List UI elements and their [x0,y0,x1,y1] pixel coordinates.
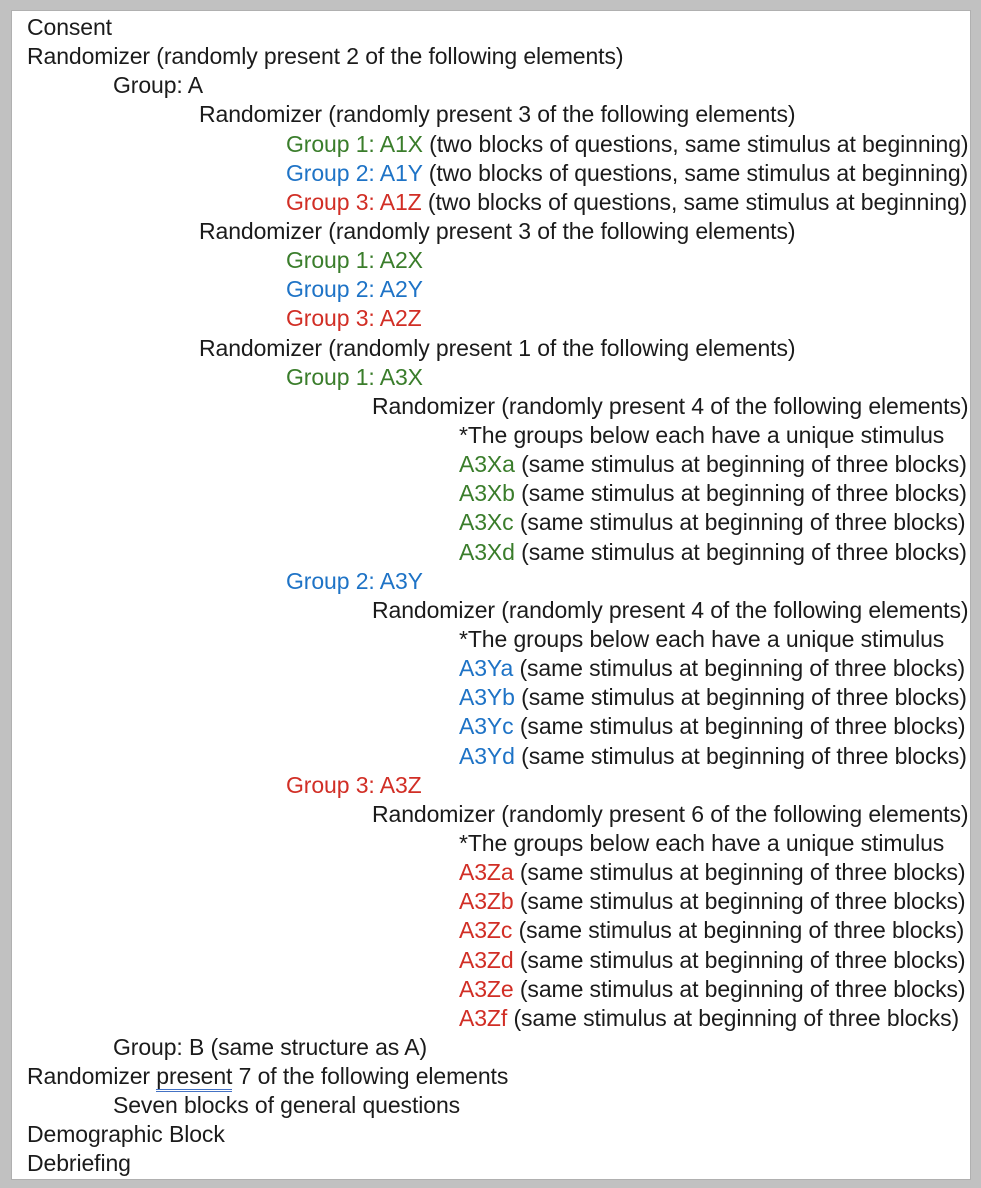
text-segment: Demographic Block [27,1121,225,1148]
outline-line [12,159,970,188]
outline-line [12,975,970,1004]
text-segment: A3Zb [459,888,514,915]
survey-flow-outline [12,13,970,1179]
text-segment: Group 1: A1X [286,130,423,157]
outline-line [12,479,970,508]
text-segment: (same stimulus at beginning of three blocks) [513,713,966,740]
outline-line [12,916,970,945]
text-segment: (same stimulus at beginning of three blocks) [512,917,965,944]
text-segment: (same stimulus at beginning of three blocks) [513,655,966,682]
text-segment: Group 1: A3X [286,363,423,390]
outline-line [12,13,970,42]
outline-line [12,450,970,479]
text-segment: (same stimulus at beginning of three blocks) [514,480,967,507]
text-segment: A3Yc [459,713,514,740]
text-segment: (two blocks of questions, same stimulus at beginning) [421,188,968,215]
outline-line [12,392,970,421]
text-segment: *The groups below each have a unique stimulus [459,421,945,448]
outline-line [12,130,970,159]
outline-line [12,42,970,71]
text-segment: (same stimulus at beginning of three blocks) [513,859,966,886]
text-segment: Group: A [113,72,203,99]
outline-line [12,771,970,800]
text-segment: A3Yb [459,684,515,711]
text-segment: Group 2: A3Y [286,567,423,594]
text-segment: (same stimulus at beginning of three blocks) [513,509,966,536]
outline-line [12,800,970,829]
text-segment: Randomizer (randomly present 1 of the following elements) [199,334,796,361]
text-segment: A3Zf [459,1004,508,1031]
text-segment: 7 of the following elements [232,1063,509,1090]
text-segment: Randomizer (randomly present 2 of the following elements) [27,43,624,70]
text-segment: (same stimulus at beginning of three blocks) [514,451,967,478]
outline-line [12,100,970,129]
text-segment: (same stimulus at beginning of three blocks) [514,538,967,565]
text-segment: A3Xb [459,480,515,507]
outline-line [12,887,970,916]
text-segment: (same stimulus at beginning of three blocks) [514,742,967,769]
text-segment: *The groups below each have a unique stimulus [459,625,945,652]
text-segment: (same stimulus at beginning of three blocks) [513,975,966,1002]
outline-line [12,508,970,537]
text-segment: (two blocks of questions, same stimulus at beginning) [422,159,969,186]
outline-line [12,683,970,712]
outline-line [12,712,970,741]
outline-line [12,1033,970,1062]
outline-line [12,275,970,304]
outline-line [12,334,970,363]
outline-line [12,246,970,275]
outline-line [12,538,970,567]
outline-line [12,946,970,975]
outline-line [12,567,970,596]
outline-line [12,1004,970,1033]
outline-line [12,71,970,100]
outline-line [12,1149,970,1178]
text-segment: A3Za [459,859,514,886]
text-segment: Randomizer (randomly present 3 of the following elements) [199,101,796,128]
underlined-word: present [156,1063,232,1092]
text-segment: Group 2: A2Y [286,276,423,303]
text-segment: (same stimulus at beginning of three blocks) [514,684,967,711]
text-segment: Group: B (same structure as A) [113,1033,428,1060]
outline-line [12,596,970,625]
text-segment: A3Ze [459,975,514,1002]
outline-line [12,829,970,858]
text-segment: (same stimulus at beginning of three blocks) [507,1004,960,1031]
outline-line [12,742,970,771]
text-segment: Randomizer (randomly present 6 of the following elements) [372,800,969,827]
text-segment: A3Zd [459,946,514,973]
text-segment: Group 3: A3Z [286,771,422,798]
text-segment: Group 1: A2X [286,247,423,274]
outline-line [12,625,970,654]
text-segment: (two blocks of questions, same stimulus at beginning) [422,130,969,157]
text-segment: A3Xc [459,509,514,536]
text-segment: A3Xd [459,538,515,565]
text-segment: Randomizer (randomly present 3 of the following elements) [199,217,796,244]
text-segment: Randomizer (randomly present 4 of the following elements) [372,596,969,623]
text-segment: Group 3: A1Z [286,188,422,215]
outline-line [12,1120,970,1149]
document-page [11,10,971,1180]
outline-line [12,1091,970,1120]
text-segment: (same stimulus at beginning of three blocks) [513,946,966,973]
text-segment: A3Yd [459,742,515,769]
outline-line [12,654,970,683]
text-segment: Randomizer (randomly present 4 of the following elements) [372,392,969,419]
text-segment: Group 3: A2Z [286,305,422,332]
outline-line [12,421,970,450]
outline-line [12,363,970,392]
outline-line [12,188,970,217]
text-segment: A3Ya [459,655,514,682]
outline-line [12,304,970,333]
outline-line [12,1062,970,1091]
text-segment: Randomizer [27,1063,157,1090]
text-segment: A3Xa [459,451,515,478]
text-segment: Seven blocks of general questions [113,1092,461,1119]
text-segment: A3Zc [459,917,513,944]
outline-line [12,217,970,246]
text-segment: Consent [27,14,112,40]
text-segment: Debriefing [27,1150,131,1177]
text-segment: *The groups below each have a unique stimulus [459,829,945,856]
text-segment: (same stimulus at beginning of three blocks) [513,888,966,915]
text-segment: Group 2: A1Y [286,159,423,186]
outline-line [12,858,970,887]
